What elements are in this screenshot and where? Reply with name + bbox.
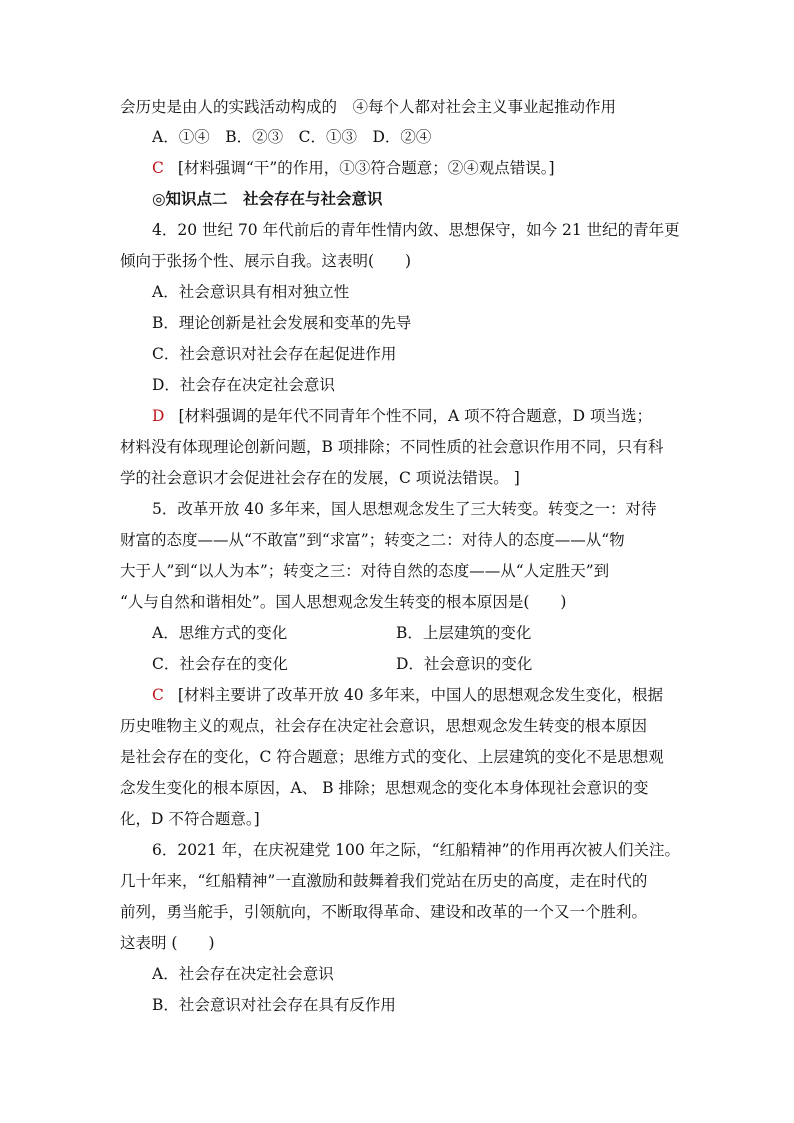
- q5-stem-line: 大于人”到“以人为本”；转变之三：对待自然的态度——从“人定胜天”到: [120, 562, 610, 580]
- q5-option-d: D．社会意识的变化: [396, 655, 533, 673]
- q4-option-c: C．社会意识对社会存在起促进作用: [152, 345, 397, 363]
- q5-answer: C: [152, 686, 164, 704]
- q5-option-a: A．思维方式的变化: [152, 624, 288, 642]
- q4-answer: D: [152, 407, 165, 425]
- q4-explanation: [材料强调的是年代不同青年个性不同，A 项不符合题意，D 项当选；: [178, 407, 652, 425]
- q4-stem-line: 倾向于张扬个性、展示自我。这表明( ): [120, 252, 412, 270]
- q5-explanation: [材料主要讲了改革开放 40 多年来，中国人的思想观念发生变化，根据: [177, 686, 664, 704]
- q6-stem-line: 6．2021 年，在庆祝建党 100 年之际，“红船精神”的作用再次被人们关注。: [152, 841, 681, 859]
- q5-option-b: B．上层建筑的变化: [396, 624, 532, 642]
- section-heading: ◎知识点二 社会存在与社会意识: [152, 189, 383, 208]
- q5-explanation-line: 念发生变化的根本原因，A、 B 排除；思想观念的变化本身体现社会意识的变: [120, 779, 649, 797]
- q5-stem-line: 5．改革开放 40 多年来，国人思想观念发生了三大转变。转变之一：对待: [152, 500, 657, 518]
- q4-option-b: B．理论创新是社会发展和变革的先导: [152, 314, 412, 332]
- q5-option-c: C．社会存在的变化: [152, 655, 288, 673]
- q5-explanation-line: 化，D 不符合题意。]: [120, 810, 260, 828]
- q3-answer-line: [152, 157, 555, 179]
- q5-answer-line: [152, 684, 663, 706]
- q4-answer-line: [152, 405, 652, 427]
- q4-option-a: A．社会意识具有相对独立性: [152, 283, 350, 301]
- q4-option-d: D．社会存在决定社会意识: [152, 376, 335, 394]
- q6-stem-line: 这表明 ( ): [120, 934, 215, 952]
- q3-answer: C: [152, 159, 164, 177]
- q3-explanation: [材料强调“干”的作用，①③符合题意；②④观点错误。]: [177, 159, 555, 177]
- q4-stem-line: 4．20 世纪 70 年代前后的青年性情内敛、思想保守，如今 21 世纪的青年更: [152, 221, 680, 239]
- q3-options: A．①④ B．②③ C．①③ D．②④: [152, 128, 432, 146]
- q5-stem-line: 财富的态度——从“不敢富”到“求富”；转变之二：对待人的态度——从“物: [120, 531, 625, 549]
- q4-explanation-line: 材料没有体现理论创新问题，B 项排除；不同性质的社会意识作用不同，只有科: [120, 438, 664, 456]
- q5-stem-line: “人与自然和谐相处”。国人思想观念发生转变的根本原因是( ): [120, 593, 567, 611]
- text-line: 会历史是由人的实践活动构成的 ④每个人都对社会主义事业起推动作用: [120, 98, 617, 116]
- q6-option-a: A．社会存在决定社会意识: [152, 965, 334, 983]
- q5-explanation-line: 是社会存在的变化，C 符合题意；思维方式的变化、上层建筑的变化不是思想观: [120, 748, 664, 766]
- q6-stem-line: 前列，勇当舵手，引领航向，不断取得革命、建设和改革的一个又一个胜利。: [120, 903, 648, 921]
- q6-option-b: B．社会意识对社会存在具有反作用: [152, 996, 396, 1014]
- q5-explanation-line: 历史唯物主义的观点，社会存在决定社会意识，思想观念发生转变的根本原因: [120, 717, 648, 735]
- q4-explanation-line: 学的社会意识才会促进社会存在的发展，C 项说法错误。 ]: [120, 469, 520, 487]
- q6-stem-line: 几十年来，“红船精神”一直激励和鼓舞着我们党站在历史的高度，走在时代的: [120, 872, 648, 890]
